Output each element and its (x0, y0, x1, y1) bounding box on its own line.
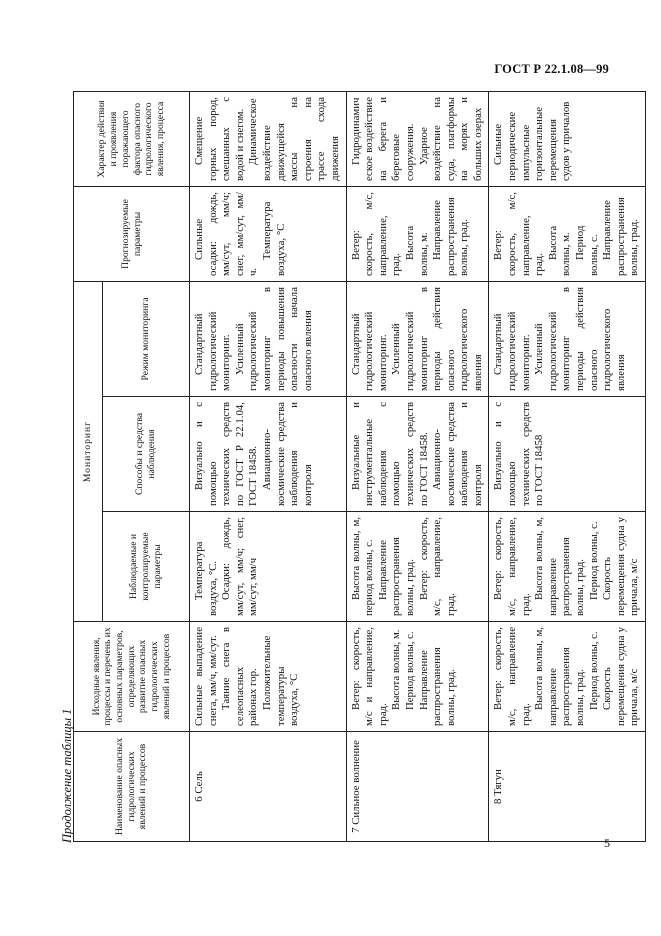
header-forecast: Прогнозируемые параметры (74, 187, 190, 282)
cell-source (489, 622, 646, 732)
paragraph: Направление распространения волны, град. (601, 197, 641, 276)
paragraph: Стандартный гидрологический мониторинг. (492, 311, 532, 391)
paragraph: Ударное воздействие на суда, платформы на морях и больших озерах (417, 97, 484, 181)
cell-methods (190, 397, 347, 512)
paragraph: Ветер: скорость, м/с, направление град. (492, 627, 532, 726)
paragraph: Период волны, с. (587, 631, 600, 710)
cell-name: 6 Сель (190, 732, 347, 842)
paragraph: Температура воздуха, °С. (193, 541, 219, 616)
paragraph: Ветер: скорость, м/с, направление, град. (492, 192, 546, 276)
paragraph: Положительные температуры воздуха, °С (260, 635, 301, 726)
header-character: Характер действия и проявления поражающего фактора опасного гидрологического явления, процесса (74, 92, 190, 187)
header-monitoring-group: Мониторинг (74, 282, 103, 622)
hydrological-phenomena-table (73, 91, 646, 842)
table-continuation-label: Продолжение таблицы 1 (60, 708, 74, 843)
paragraph: Направление распространения волны, град. (417, 647, 457, 726)
table-row (489, 92, 646, 842)
paragraph: Таяние снега в селеопасных районах гор. (220, 627, 260, 726)
cell-name: 7 Сильное волнение (346, 732, 489, 842)
header-methods: Способы и средства наблюдения (103, 397, 190, 512)
paragraph: Визуальные и инструментальные наблюдения с помощью технических средств по ГОСТ 18458. (349, 402, 430, 506)
table-row (190, 92, 347, 842)
header-name: Наименование опасных гидрологических явлений и процессов (74, 732, 190, 842)
paragraph: Ветер: скорость, м/с, направление, град. (417, 517, 457, 616)
cell-character (489, 92, 646, 187)
paragraph: Высота волны, м, направление распространения волны, град. (533, 627, 587, 726)
header-source: Исходные явления, процессы и перечень их основных параметров, определяющих развитие опасных гидрологических явлений и процессов (74, 622, 190, 732)
cell-character (346, 92, 489, 187)
paragraph: Осадки: дождь, мм/сут, мм/ч; снег, мм/сут, мм/ч (220, 517, 260, 616)
paragraph: Скорость перемещения судна у причала, м/с (601, 627, 641, 726)
paragraph: Скорость перемещения судна у причала, м/с (601, 517, 641, 616)
cell-forecast (190, 187, 347, 282)
cell-mode (346, 282, 489, 397)
paragraph: Визуально и с помощью технических средств по ГОСТ Р 22.1.04, ГОСТ 18458. (193, 402, 260, 506)
paragraph: Усиленный гидрологический мониторинг в периоды повышения опасности начала опасного явления (233, 287, 314, 391)
cell-forecast (489, 187, 646, 282)
paragraph: Стандартный гидрологический мониторинг. (193, 311, 233, 391)
header-observed: Наблюдаемые и контролируемые параметры (103, 512, 190, 622)
cell-source (346, 622, 489, 732)
cell-source (190, 622, 347, 732)
paragraph: Визуально и с помощью технических средств по ГОСТ 18458 (492, 402, 546, 506)
cell-observed (190, 512, 347, 622)
paragraph: Авиационно-космические средства наблюдения и контроля (260, 402, 314, 506)
header-mode: Режим мониторинга (103, 282, 190, 397)
paragraph: Период волны, с. (574, 225, 600, 276)
paragraph: Направление распространения волны, град. (376, 537, 416, 616)
paragraph: Высота волны, м. (546, 225, 573, 276)
rotated-table-container (73, 92, 641, 842)
cell-observed (346, 512, 489, 622)
cell-methods (346, 397, 489, 512)
paragraph: Усиленный гидрологический мониторинг в периоды действия опасного гидрологического явления (533, 287, 627, 391)
paragraph: Динамическое воздействие движущейся массы на строения на трассе схода движения (247, 97, 341, 181)
paragraph: Высота волны, м, период волны, с. (349, 517, 376, 616)
page-number: 5 (604, 836, 610, 850)
paragraph: Сильные периодические импульсные горизонтальные перемещения судов у причалов (492, 101, 573, 181)
table-row (346, 92, 489, 842)
paragraph: Ветер: скорость, м/с и направление, град. (349, 627, 389, 726)
cell-observed (489, 512, 646, 622)
cell-name: 8 Тягун (489, 732, 646, 842)
paragraph: Направление распространения волны, град. (431, 197, 471, 276)
paragraph: Смещение горных пород, смешанных с водой и снегом. (193, 97, 246, 181)
paragraph: Авиационно-космические средства наблюдения и контроля (431, 402, 484, 506)
paragraph: Высота волны, м, направление распространения волны, град. (533, 517, 587, 616)
cell-character (190, 92, 347, 187)
paragraph: Ветер: скорость, м/с, направление, град. (349, 192, 403, 276)
paragraph: Сильные осадки: дождь, мм/сут, мм/ч; снег, мм/сут, мм/ч. (193, 192, 260, 276)
paragraph: Высота волны, м. (390, 629, 403, 710)
paragraph: Температура воздуха, °С (260, 201, 287, 276)
paragraph: Стандартный гидрологический мониторинг. (349, 311, 389, 391)
paragraph: Гидродинамическое воздействие на берега и береговые сооружения. (349, 97, 416, 181)
paragraph: Усиленный гидрологический мониторинг в периоды действия опасного гидрологического явления (390, 287, 484, 391)
cell-forecast (346, 187, 489, 282)
cell-methods (489, 397, 646, 512)
cell-mode (489, 282, 646, 397)
paragraph: Ветер: скорость, м/с, направление, град. (492, 517, 532, 616)
paragraph: Сильные выпадение снега, мм/ч, мм/сут. (193, 627, 219, 726)
document-code: ГОСТ Р 22.1.08—99 (494, 62, 609, 76)
paragraph: Период волны, с. (587, 521, 600, 600)
cell-mode (190, 282, 347, 397)
paragraph: Высота волны, м. (403, 225, 430, 276)
paragraph: Период волны, с. (403, 631, 416, 710)
